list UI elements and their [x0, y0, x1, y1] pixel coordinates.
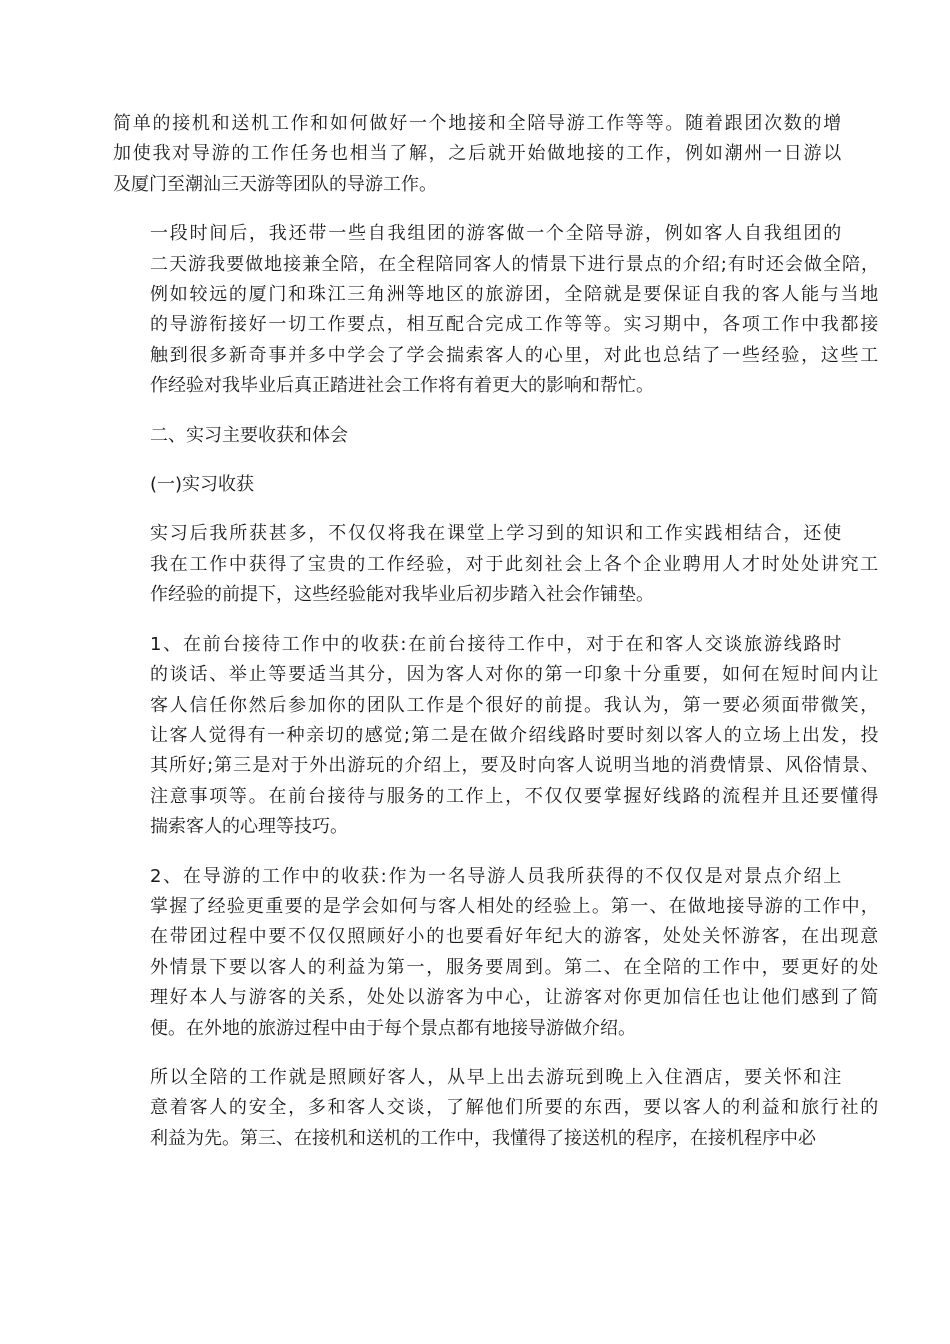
- text-line: 一段时间后，我还带一些自我组团的游客做一个全陪导游，例如客人自我组团的: [150, 223, 843, 245]
- text-line: 注意事项等。在前台接待与服务的工作上，不仅仅要掌握好线路的流程并且还要懂得: [150, 785, 880, 807]
- paragraph: [113, 219, 880, 401]
- text-line: 例如较远的厦门和珠江三角洲等地区的旅游团，全陪就是要保证自我的客人能与当地: [150, 284, 880, 306]
- paragraph: [113, 862, 880, 1044]
- text-line: 作经验对我毕业后真正踏进社会工作将有着更大的影响和帮忙。: [150, 375, 654, 397]
- text-line: 便。在外地的旅游过程中由于每个景点都有地接导游做介绍。: [150, 1017, 636, 1039]
- text-line: 实习后我所获甚多，不仅仅将我在课堂上学习到的知识和工作实践相结合，还使: [150, 523, 843, 545]
- text-line: 所以全陪的工作就是照顾好客人，从早上出去游玩到晚上入住酒店，要关怀和注: [150, 1066, 843, 1088]
- text-line: 触到很多新奇事并多中学会了学会揣索客人的心里，对此也总结了一些经验，这些工: [150, 344, 880, 366]
- document-body: [113, 109, 880, 1154]
- text-line: 在带团过程中要不仅仅照顾好小的也要看好年纪大的游客，处处关怀游客，在出现意: [150, 926, 880, 948]
- text-line: 二天游我要做地接兼全陪，在全程陪同客人的情景下进行景点的介绍;有时还会做全陪，: [150, 253, 880, 275]
- text-line: 掌握了经验更重要的是学会如何与客人相处的经验上。第一、在做地接导游的工作中，: [150, 895, 880, 917]
- text-line: 的导游衔接好一切工作要点，相互配合完成工作等等。实习期中，各项工作中我都接: [150, 314, 880, 336]
- text-line: 让客人觉得有一种亲切的感觉;第二是在做介绍线路时要时刻以客人的立场上出发，投: [150, 724, 880, 746]
- text-line: (一)实习收获: [150, 474, 255, 496]
- paragraph: [113, 519, 880, 610]
- text-line: 意着客人的安全，多和客人交谈，了解他们所要的东西，要以客人的利益和旅行社的: [150, 1097, 880, 1119]
- paragraph: [113, 421, 843, 451]
- text-line: 理好本人与游客的关系，处处以游客为中心，让游客对你更加信任也让他们感到了简: [150, 987, 880, 1009]
- paragraph: [113, 630, 880, 843]
- text-line: 作经验的前提下，这些经验能对我毕业后初步踏入社会作铺垫。: [150, 584, 654, 606]
- text-line: 2、在导游的工作中的收获:作为一名导游人员我所获得的不仅仅是对景点介绍上: [150, 865, 843, 887]
- text-line: 1、在前台接待工作中的收获:在前台接待工作中，对于在和客人交谈旅游线路时: [150, 633, 843, 655]
- paragraph: [113, 109, 843, 200]
- text-line: 加使我对导游的工作任务也相当了解，之后就开始做地接的工作，例如潮州一日游以: [113, 143, 843, 165]
- text-line: 二、实习主要收获和体会: [150, 424, 348, 446]
- text-line: 利益为先。第三、在接机和送机的工作中，我懂得了接送机的程序，在接机程序中必: [150, 1127, 816, 1149]
- paragraph: [113, 470, 843, 500]
- paragraph: [113, 1063, 880, 1154]
- text-line: 外情景下要以客人的利益为第一，服务要周到。第二、在全陪的工作中，要更好的处: [150, 956, 880, 978]
- text-line: 揣索客人的心理等技巧。: [150, 816, 348, 838]
- text-line: 的谈话、举止等要适当其分，因为客人对你的第一印象十分重要，如何在短时间内让: [150, 664, 880, 686]
- text-line: 其所好;第三是对于外出游玩的介绍上，要及时向客人说明当地的消费情景、风俗情景、: [150, 755, 880, 777]
- text-line: 及厦门至潮汕三天游等团队的导游工作。: [113, 173, 437, 195]
- text-line: 我在工作中获得了宝贵的工作经验，对于此刻社会上各个企业聘用人才时处处讲究工: [150, 553, 880, 575]
- text-line: 简单的接机和送机工作和如何做好一个地接和全陪导游工作等等。随着跟团次数的增: [113, 113, 843, 134]
- text-line: 客人信任你然后参加你的团队工作是个很好的前提。我认为，第一要必须面带微笑，: [150, 694, 880, 716]
